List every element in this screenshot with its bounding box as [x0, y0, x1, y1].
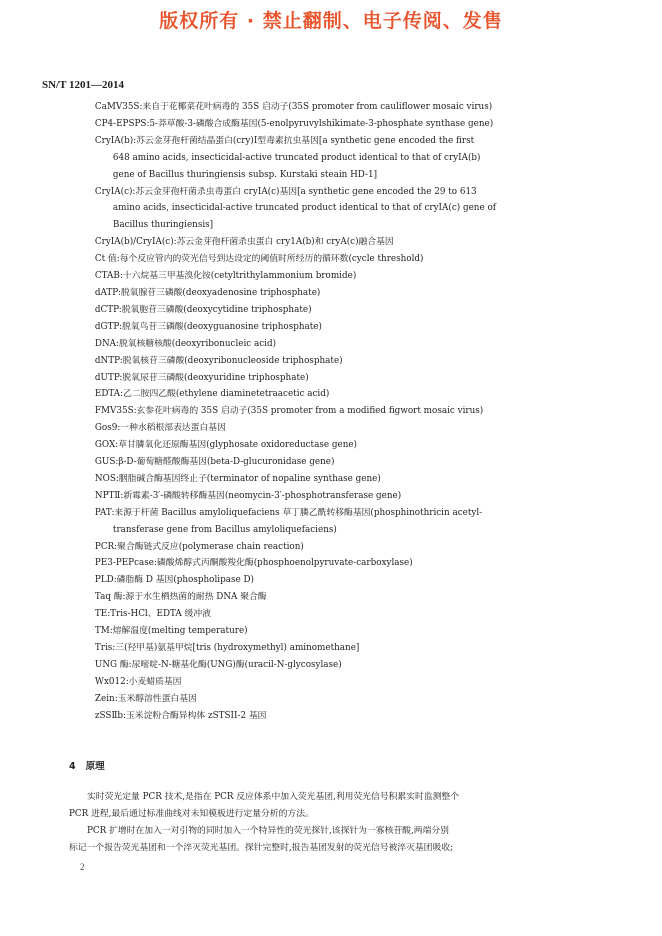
section-heading — [69, 758, 105, 772]
definition-line: PAT:来源于杆菌 Bacillus amyloliquefaciens 草丁膦乙酰转移酶基因(phosphinothricin acetyl- — [95, 507, 483, 518]
principle-paragraph-2 — [69, 823, 597, 857]
definition-line: GOX:草甘膦氧化还原酶基因(glyphosate oxidoreductase gene) — [95, 440, 357, 451]
definition-line: TM:熔解温度(melting temperature) — [95, 626, 248, 637]
paragraph-line: 标记一个报告荧光基团和一个淬灭荧光基团。探针完整时,报告基团发射的荧光信号被淬灭基团吸收; — [69, 842, 454, 853]
page-number: 2 — [80, 862, 85, 872]
definition-line: Zein:玉米醇溶性蛋白基因 — [95, 693, 197, 704]
definition-line: gene of Bacillus thuringiensis subsp. Kurstaki steain HD-1] — [112, 169, 378, 180]
definition-line: dUTP:脱氧尿苷三磷酸(deoxyuridine triphosphate) — [95, 372, 309, 383]
definition-line: 648 amino acids, insecticidal-active truncated product identical to that of cryIA(b) — [112, 152, 481, 163]
definition-line: DNA:脱氧核糖核酸(deoxyribonucleic acid) — [95, 338, 277, 349]
definition-line: CTAB:十六烷基三甲基溴化铵(cetyltrithylammonium bromide) — [95, 271, 357, 282]
definition-line: dGTP:脱氧鸟苷三磷酸(deoxyguanosine triphosphate) — [95, 321, 322, 332]
paragraph-line: 实时荧光定量 PCR 技术,是指在 PCR 反应体系中加入荧光基团,利用荧光信号积累实时监测整个 — [87, 792, 460, 802]
section-number: 4 — [69, 761, 76, 772]
definition-line: dNTP:脱氧核苷三磷酸(deoxyribonucleoside triphosphate) — [95, 355, 343, 366]
paragraph-line: PCR 扩增时在加入一对引物的同时加入一个特异性的荧光探针,该探针为一寡核苷酸,两端分别 — [87, 826, 449, 836]
definition-line: PE3-PEPcase:磷酸烯醇式丙酮酸羧化酶(phosphoenolpyruvate-carboxylase) — [95, 558, 413, 569]
definition-line: transferase gene from Bacillus amyloliquefaciens) — [112, 524, 337, 535]
definition-line: EDTA:乙二胺四乙酸(ethylene diaminetetraacetic acid) — [95, 389, 330, 400]
definition-line: amino acids, insecticidal-active truncated product identical to that of cryIA(c) gene of — [112, 203, 497, 214]
definition-line: Gos9:一种水稻根部表达蛋白基因 — [95, 423, 226, 434]
definition-line: GUS:β-D-葡萄糖醛酸酶基因(beta-D-glucuronidase gene) — [95, 457, 335, 468]
definition-line: UNG 酶:尿嘧啶-N-糖基化酶(UNG)酶(uracil-N-glycosylase) — [95, 659, 342, 670]
definition-line: Ct 值:每个反应管内的荧光信号到达设定的阈值时所经历的循环数(cycle threshold) — [95, 254, 424, 265]
definition-line: CP4-EPSPS:5-莽草酸-3-磷酸合成酶基因(5-enolpyruvylshikimate-3-phosphate synthase gene) — [95, 118, 494, 129]
copyright-banner: 版权所有 · 禁止翻制、电子传阅、发售 — [159, 10, 503, 32]
definition-line: Bacillus thuringiensis] — [112, 220, 214, 231]
definition-line: CryIA(b):苏云金芽孢杆菌结晶蛋白(cry)Ⅰ型毒素抗虫基因[a synthetic gene encoded the first — [95, 135, 475, 146]
definition-line: Tris:三(羟甲基)氨基甲烷[tris (hydroxymethyl) aminomethane] — [95, 643, 360, 653]
definition-line: dATP:脱氧腺苷三磷酸(deoxyadenosine triphosphate) — [95, 287, 321, 298]
definition-line: NOS:胭脂碱合酶基因终止子(terminator of nopaline synthase gene) — [95, 473, 381, 484]
definition-line: dCTP:脱氧胞苷三磷酸(deoxycytidine triphosphate) — [95, 304, 312, 315]
paragraph-line: PCR 进程,最后通过标准曲线对未知模板进行定量分析的方法。 — [69, 808, 314, 819]
definition-line: CryIA(c):苏云金芽孢杆菌杀虫毒蛋白 cryIA(c)基因[a synthetic gene encoded the 29 to 613 — [95, 186, 477, 197]
definition-line: FMV35S:玄参花叶病毒的 35S 启动子(35S promoter from a modified figwort mosaic virus) — [95, 406, 484, 417]
definition-line: CryIA(b)/CryIA(c):苏云金芽孢杆菌杀虫蛋白 cry1A(b)和 cryA(c)融合基因 — [95, 237, 394, 248]
definition-line: zSSⅡb:玉米淀粉合酶异构体 zSTSII-2 基因 — [95, 710, 267, 721]
standard-code-header: SN/T 1201—2014 — [42, 79, 125, 91]
definition-line: Wx012:小麦蜡质基因 — [95, 676, 182, 687]
principle-paragraph-1 — [69, 789, 597, 823]
definitions-list — [95, 99, 595, 725]
definition-line: PCR:聚合酶链式反应(polymerase chain reaction) — [95, 541, 304, 552]
definition-line: TE:Tris-HCl、EDTA 缓冲液 — [95, 609, 211, 620]
definition-line: Taq 酶:源于水生栖热菌的耐热 DNA 聚合酶 — [95, 592, 267, 603]
section-title: 原理 — [85, 761, 105, 772]
definition-line: PLD:磷脂酶 D 基因(phospholipase D) — [95, 575, 254, 586]
definition-line: NPTⅡ:新霉素-3′-磷酸转移酶基因(neomycin-3′-phosphotransferase gene) — [95, 490, 402, 501]
definition-line: CaMV35S:来自于花椰菜花叶病毒的 35S 启动子(35S promoter from cauliflower mosaic virus) — [95, 102, 493, 112]
